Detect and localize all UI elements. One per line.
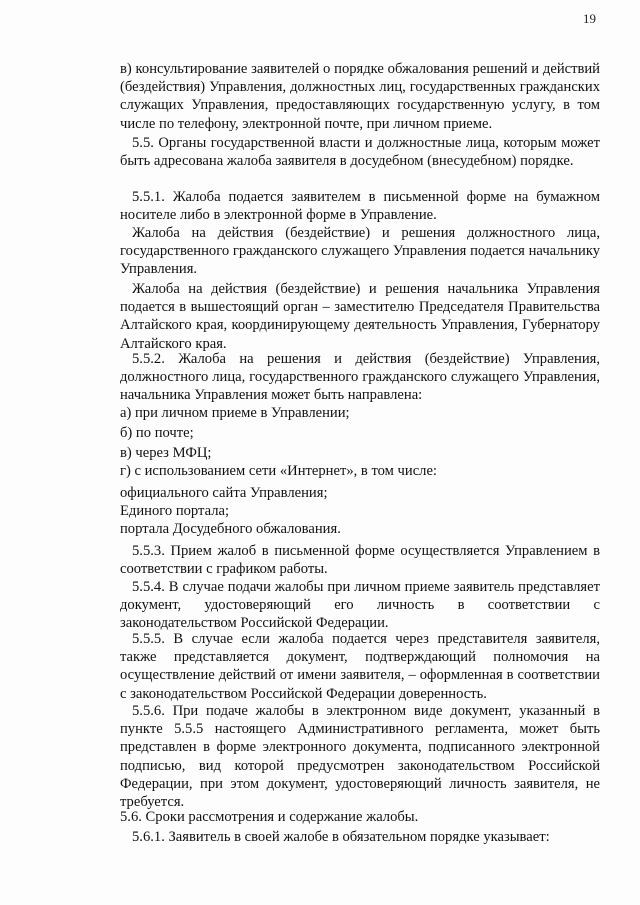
paragraph-5-5-1: 5.5.1. Жалоба подается заявителем в письменной форме на бумажном носителе либо в электронной форме в Управление. xyxy=(120,189,600,224)
list-item-a: а) при личном приеме в Управлении; xyxy=(120,405,350,421)
list-item-official-site: официального сайта Управления; xyxy=(120,485,328,501)
paragraph-5-6-1: 5.6.1. Заявитель в своей жалобе в обязательном порядке указывает: xyxy=(132,829,550,845)
list-item-v: в) через МФЦ; xyxy=(120,445,212,461)
paragraph-5-5-5: 5.5.5. В случае если жалоба подается через представителя заявителя, также представляется документ, подтверждающий полномочия на осуществление действий от имени заявителя, – оформленная в соответствии с законодательством Российской Федерации доверенность. xyxy=(120,631,600,702)
paragraph-5-5-2: 5.5.2. Жалоба на решения и действия (бездействие) Управления, должностного лица, государственного гражданского служащего Управления, начальника Управления может быть направлена: xyxy=(120,351,600,404)
paragraph-5-6: 5.6. Сроки рассмотрения и содержание жалобы. xyxy=(120,809,419,825)
paragraph-5-5-6: 5.5.6. При подаче жалобы в электронном виде документ, указанный в пункте 5.5.5 настоящего Административного регламента, может быть представлен в форме электронного документа, подписанного электронной подписью, вид которой предусмотрен законодательством Российской Федерации, при этом документ, удостоверяющий личность заявителя, не требуется. xyxy=(120,703,600,811)
list-item-unified-portal: Единого портала; xyxy=(120,503,230,519)
list-item-b: б) по почте; xyxy=(120,425,194,441)
page-number: 19 xyxy=(583,11,596,26)
paragraph-complaint-head: Жалоба на действия (бездействие) и решения начальника Управления подается в вышестоящий орган – заместителю Председателя Правительства Алтайского края, координирующему деятельность Управления, Губернатору Алтайского края. xyxy=(120,281,600,352)
paragraph-consultation: в) консультирование заявителей о порядке обжалования решений и действий (бездействия) Управления, должностных лиц, государственных гражданских служащих Управления, предоставляющих государственную услугу, в том числе по телефону, электронной почте, при личном приеме. xyxy=(120,61,600,132)
paragraph-5-5-4: 5.5.4. В случае подачи жалобы при личном приеме заявитель представляет документ, удостоверяющий его личность в соответствии с законодательством Российской Федерации. xyxy=(120,579,600,632)
paragraph-complaint-official: Жалоба на действия (бездействие) и решения должностного лица, государственного гражданского служащего Управления подается начальнику Управления. xyxy=(120,225,600,278)
paragraph-5-5-3: 5.5.3. Прием жалоб в письменной форме осуществляется Управлением в соответствии с графиком работы. xyxy=(120,543,600,578)
list-item-pretrial-portal: портала Досудебного обжалования. xyxy=(120,521,341,537)
paragraph-5-5: 5.5. Органы государственной власти и должностные лица, которым может быть адресована жалоба заявителя в досудебном (внесудебном) порядке. xyxy=(120,135,600,170)
list-item-g: г) с использованием сети «Интернет», в том числе: xyxy=(120,463,437,479)
